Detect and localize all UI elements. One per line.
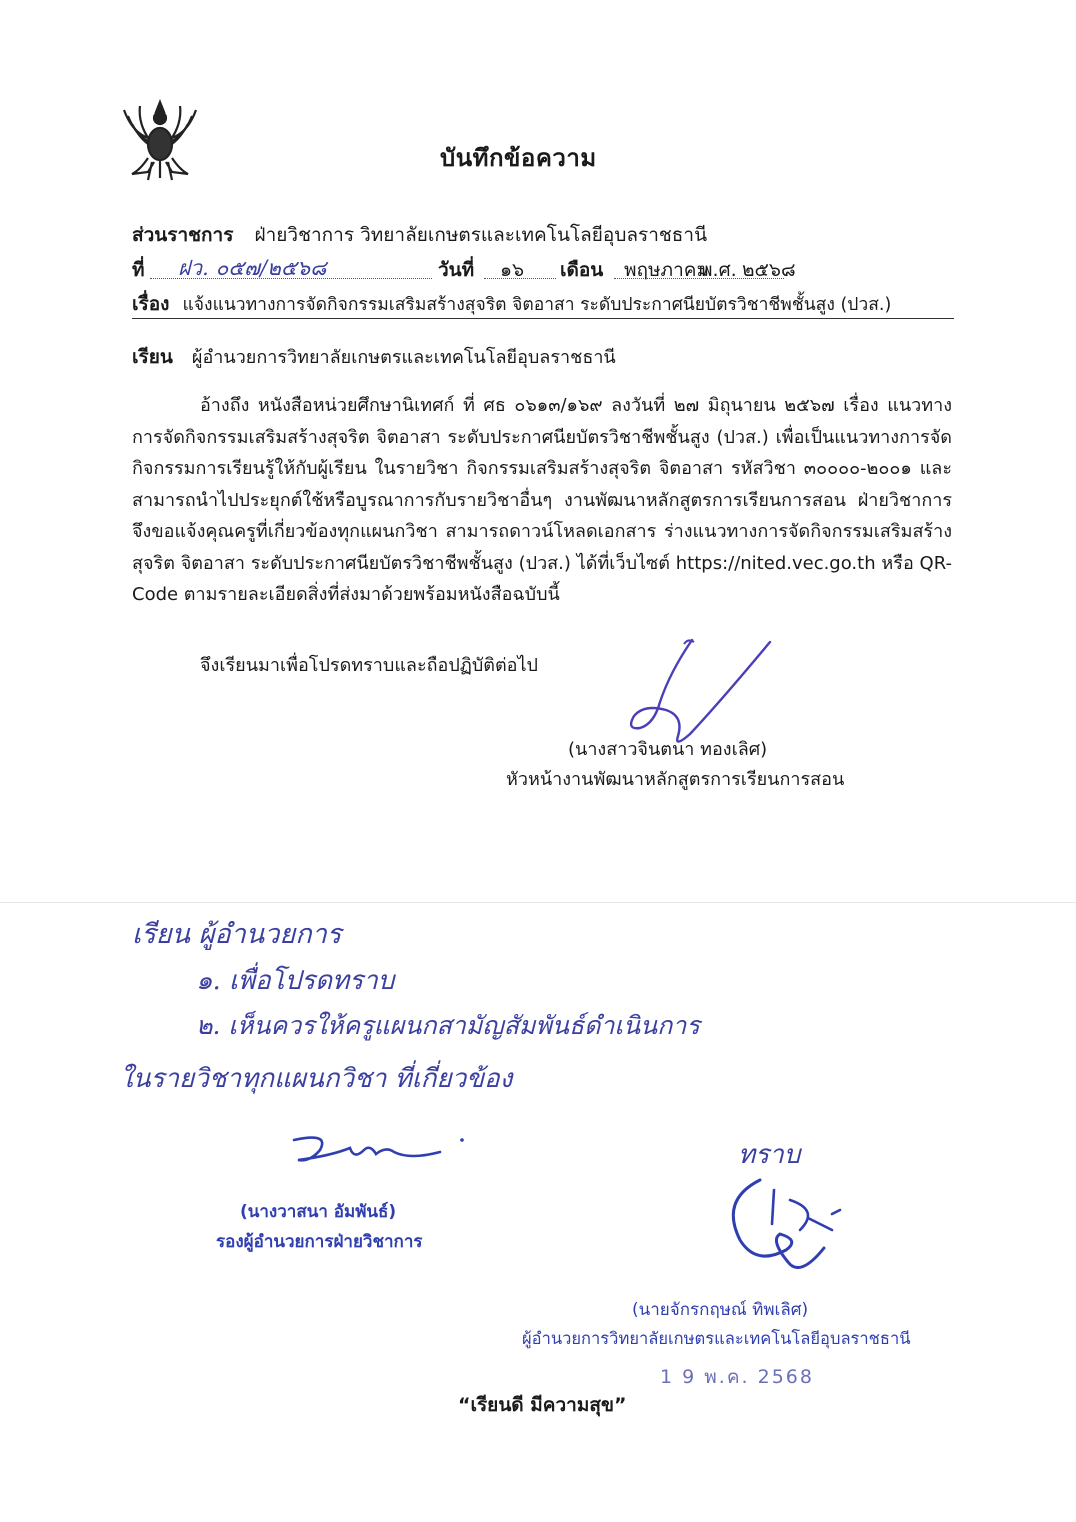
header-divider	[132, 318, 954, 319]
note-line-4: ในรายวิชาทุกแผนกวิชา ที่เกี่ยวข้อง	[120, 1064, 513, 1094]
signer1-position: หัวหน้างานพัฒนาหลักสูตรการเรียนการสอน	[506, 769, 845, 790]
signer2-name: (นางวาสนา อัมพันธ์)	[240, 1202, 397, 1222]
salutation-recipient: ผู้อำนวยการวิทยาลัยเกษตรและเทคโนโลยีอุบลราชธานี	[191, 347, 616, 368]
date-stamp: 1 9 พ.ค. 2568	[660, 1366, 814, 1388]
agency-value: ฝ่ายวิชาการ วิทยาลัยเกษตรและเทคโนโลยีอุบลราชธานี	[254, 224, 708, 246]
date-day: ๑๖	[500, 259, 525, 281]
garuda-emblem-icon	[118, 92, 202, 182]
date-label: วันที่	[438, 259, 475, 281]
subject-value: แจ้งแนวทางการจัดกิจกรรมเสริมสร้างสุจริต จิตอาสา ระดับประกาศนียบัตรวิชาชีพชั้นสูง (ปวส.)	[182, 295, 892, 315]
agency-label: ส่วนราชการ	[132, 224, 234, 246]
subject-label: เรื่อง	[132, 293, 170, 315]
signer3-position: ผู้อำนวยการวิทยาลัยเกษตรและเทคโนโลยีอุบลราชธานี	[522, 1329, 911, 1348]
date-year: ๒๕๖๘	[742, 259, 796, 281]
signature-2-icon	[290, 1126, 470, 1176]
fold-line	[0, 902, 1076, 903]
signature-3-icon	[700, 1170, 860, 1290]
signer1-name: (นางสาวจินตนา ทองเลิศ)	[568, 739, 768, 760]
note-line-3: ๒. เห็นควรให้ครูแผนกสามัญสัมพันธ์ดำเนินการ	[196, 1011, 700, 1040]
closing-text: จึงเรียนมาเพื่อโปรดทราบและถือปฏิบัติต่อไป	[200, 655, 538, 676]
salutation	[132, 342, 616, 372]
date-month: พฤษภาคม	[624, 259, 709, 281]
note-line-1: เรียน ผู้อำนวยการ	[132, 919, 342, 950]
month-label: เดือน	[560, 259, 604, 281]
memo-title: บันทึกข้อความ	[440, 144, 597, 172]
director-note: ทราบ	[738, 1140, 801, 1170]
subject-row	[132, 289, 954, 319]
ref-value: ฝว. ๐๕๗/๒๕๖๘	[178, 256, 327, 280]
year-label: พ.ศ.	[700, 259, 737, 281]
signer3-name: (นายจักรกฤษณ์ ทิพเลิศ)	[632, 1300, 809, 1320]
ref-label: ที่	[132, 259, 145, 281]
salutation-label: เรียน	[132, 346, 173, 368]
agency-row	[132, 220, 707, 250]
body-paragraph: อ้างถึง หนังสือหน่วยศึกษานิเทศก์ ที่ ศธ ๐๖๑๓/๑๖๙ ลงวันที่ ๒๗ มิถุนายน ๒๕๖๗ เรื่อง แนวทางการจัดกิจกรรมเสริมสร้างสุจริต จิตอาสา ระดับประกาศนียบัตรวิชาชีพชั้นสูง (ปวส.) เพื่อเป็นแนวทางการจัดกิจกรรมการเรียนรู้ให้กับผู้เรียน ในรายวิชา กิจกรรมเสริมสร้างสุจริต จิตอาสา รหัสวิชา ๓๐๐๐๐-๒๐๐๑ และสามารถนำไปประยุกต์ใช้หรือบูรณาการกับรายวิชาอื่นๆ งานพัฒนาหลักสูตรการเรียนการสอน ฝ่ายวิชาการ จึงขอแจ้งคุณครูที่เกี่ยวข้องทุกแผนกวิชา สามารถดาวน์โหลดเอกสาร ร่างแนวทางการจัดกิจกรรมเสริมสร้างสุจริต จิตอาสา ระดับประกาศนียบัตรวิชาชีพชั้นสูง (ปวส.) ได้ที่เว็บไซต์ https://nited.vec.go.th หรือ QR-Code ตามรายละเอียดสิ่งที่ส่งมาด้วยพร้อมหนังสือฉบับนี้	[132, 395, 952, 605]
note-line-2: ๑. เพื่อโปรดทราบ	[196, 966, 395, 996]
slogan: “เรียนดี มีความสุข”	[458, 1394, 627, 1416]
signer2-position: รองผู้อำนวยการฝ่ายวิชาการ	[216, 1232, 423, 1252]
